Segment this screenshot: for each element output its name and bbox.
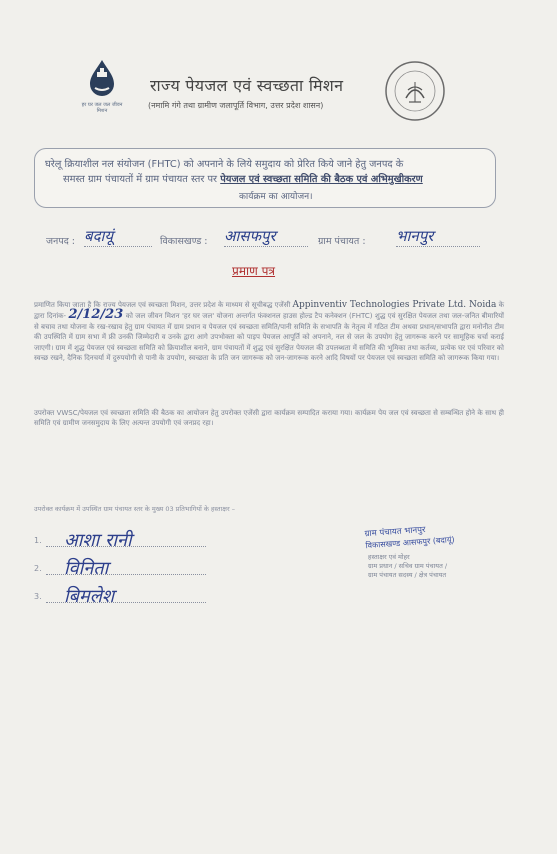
signature-row [34,584,234,607]
signature-name: बिमलेश [64,586,115,607]
stamp-line-1: ग्राम पंचायत भानपुर [364,525,426,540]
certificate-body [34,300,504,363]
signature-name: विनिता [64,558,109,579]
panchayat-stamp [364,519,515,551]
program-banner [34,148,496,208]
certificate-body-2: उपरोक्त VWSC/पेयजल एवं स्वच्छता समिति की बैठक का आयोजन हेतु उपरोक्त एजेंसी द्वारा कार्यक्रम सम्पादित कराया गया। कार्यक्रम पेय जल एवं स्वच्छता से सम्बन्धित होने के साथ ही समिति एवं ग्रामीण जनसमुदाय के लिए अत्यन्त उपयोगी एवं जनप्रद रहा। [34,409,504,428]
gram-panchayat-value: भानपुर [396,227,434,245]
signature-number: 1. [34,536,42,545]
handwritten-date: 2/12/23 [68,307,124,323]
banner-line-2 [63,172,423,185]
water-drop-icon [84,58,120,98]
janpad-value: बदायूं [84,227,114,245]
banner-line-2-prefix: समस्त ग्राम पंचायतों में ग्राम पंचायत स्तर पर [63,174,218,185]
signature-row [34,556,234,579]
janpad-label: जनपद : [46,236,75,247]
body-intro: प्रमाणित किया जाता है कि राज्य पेयजल एवं स्वच्छता मिशन, उत्तर प्रदेश के माध्यम से सूचीबद्ध एजेंसी [34,301,291,309]
banner-line-1: घरेलू क्रियाशील नल संयोजन (FHTC) को अपनाने के लिये समुदाय को प्रेरित किये जाने हेतु जनपद के [45,159,404,170]
official-line-3: ग्राम पंचायत सदस्य / क्षेत्र पंचायत [368,571,447,579]
official-signature-caption [368,553,518,580]
block-label: विकासखण्ड : [160,236,208,247]
up-government-emblem-icon [384,60,446,122]
banner-underlined-text: पेयजल एवं स्वच्छता समिति की बैठक एवं अभिमुखीकरण [220,174,423,185]
signature-intro: उपरोक्त कार्यक्रम में उपस्थित ग्राम पंचायत स्तर के मुख्य 03 प्रतिभागियों के हस्ताक्षर – [34,505,235,513]
certificate-title: प्रमाण पत्र [232,264,276,278]
body-main: को जल जीवन मिशन 'हर घर जल' योजना अन्तर्गत फंक्शनल हाउस होल्ड टैप कनेक्शन (FHTC) शुद्ध एवं सुरक्षित पेयजल तथा जल-जनित बीमारियों से बचाव तथा योजना के रख-रखाव हेतु ग्राम पंचायत में ग्राम प्रधान व पेयजल एवं स्वच्छता समिति/पानी समिति के सभापति के नेतृत्व में गठित टीम अथवा प्रधान/सभापति द्वारा मनोनीत टीम की उपस्थिति में ग्राम सभा में फ्री उनकी जिम्मेदारी व उनके द्वारा आगे उपभोक्ता को पाइप पेयजल आपूर्ति को अपनाने, नल से जल के उपयोग हेतु जागरूक करने पर सामूहिक चर्चा कराई जाएगी। ग्राम में शुद्ध पेयजल एवं स्वच्छता समिति को क्रियाशील बनाने, ग्राम पंचायतों में शुद्ध एवं सुरक्षित पेयजल की उपलब्धता में समिति की भूमिका तथा कर्तव्य, प्रत्येक घर एवं परिवार को स्वच्छ रखने, दैनिक दिनचर्या में दुरुपयोगी से पानी के उपयोग, स्वच्छता के प्रति जन जागरूक को जन-जागरूक करने आदि विषयों पर पेयजल एवं स्वच्छता समिति को जागरूक किया गया। [34,312,504,363]
body-date-prefix: के द्वारा दिनांक- [34,301,504,321]
gram-panchayat-field [396,226,480,247]
banner-line-3: कार्यक्रम का आयोजन। [239,192,313,202]
signature-number: 3. [34,592,42,601]
mission-subtitle: (नमामि गंगे तथा ग्रामीण जलापूर्ति विभाग, उत्तर प्रदेश शासन) [148,101,324,110]
signature-row [34,528,234,551]
jal-jeevan-mission-logo [80,58,124,118]
stamp-line-2: विकासखण्ड आसफपुर (बदायूं) [365,535,455,551]
signature-name: आशा रानी [64,530,132,551]
block-value: आसफपुर [224,227,276,245]
mission-title: राज्य पेयजल एवं स्वच्छता मिशन [150,76,344,95]
agency-name: Appinventiv Technologies Private Ltd. Noida [292,300,497,310]
logo-caption: हर घर जल जल जीवन मिशन [81,102,123,114]
block-field [224,226,308,247]
signature-number: 2. [34,564,42,573]
official-line-1: हस्ताक्षर एवं मोहर [368,553,410,561]
gram-panchayat-label: ग्राम पंचायत : [318,236,366,247]
location-fields [46,227,516,252]
janpad-field [84,226,152,247]
official-line-2: ग्राम प्रधान / सचिव ग्राम पंचायत / [368,562,448,570]
